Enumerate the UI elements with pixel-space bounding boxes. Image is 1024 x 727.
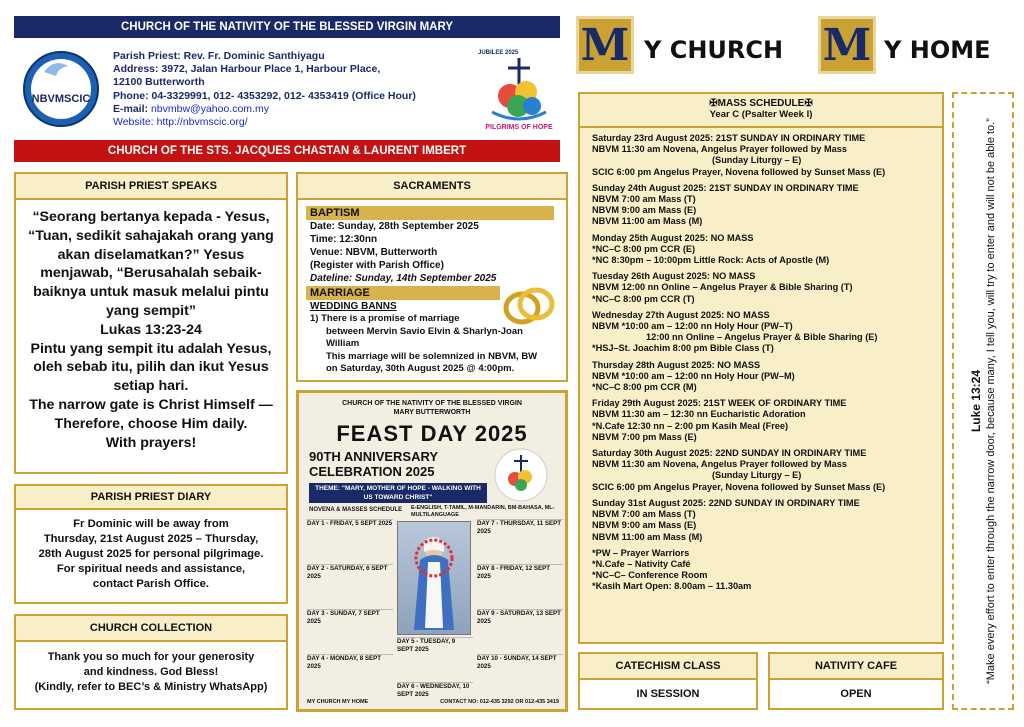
- second-church-banner: CHURCH OF THE STS. JACQUES CHASTAN & LAURENT IMBERT: [14, 140, 560, 162]
- mass-schedule-subtitle: Year C (Psalter Week I): [709, 109, 813, 120]
- mass-schedule-list: [580, 128, 942, 593]
- schedule-line: *N.Cafe 12:30 nn – 2:00 pm Kasih Meal (Free): [592, 420, 789, 431]
- poster-title: FEAST DAY 2025: [336, 421, 528, 446]
- collection-panel: [14, 614, 288, 710]
- text-line: 1) There is a promise of marriage: [310, 313, 460, 324]
- priest-speaks-panel: [14, 172, 288, 474]
- jubilee-top-text: JUBILEE 2025: [478, 50, 519, 56]
- baptism-heading: BAPTISM: [306, 206, 554, 220]
- masthead-letter: M: [576, 16, 634, 74]
- text-line: “Seorang bertanya kepada - Yesus,: [32, 209, 270, 225]
- schedule-line: (Sunday Liturgy – E): [712, 470, 802, 481]
- address-line: Address: 3972, Jalan Harbour Place 1, Harbour Place,: [113, 63, 381, 76]
- priest-speaks-text: [16, 200, 286, 452]
- poster-theme: THEME: "MARY, MOTHER OF HOPE - WALKING WITH US TOWARD CHRIST": [309, 483, 487, 503]
- text-line: With prayers!: [105, 434, 197, 451]
- schedule-line: NBVM 11:00 am Mass (M): [592, 531, 703, 542]
- sacraments-title: SACRAMENTS: [298, 174, 566, 200]
- phone-line: Phone: 04-3329991, 012- 4353292, 012- 4353419 (Office Hour): [113, 89, 416, 102]
- schedule-line: *PW – Prayer Warriors: [592, 547, 690, 558]
- poster-anniversary: CELEBRATION 2025: [309, 464, 435, 479]
- verse-text: “Make every effort to enter through the narrow door, because many, I tell you, will try to enter and will not be able to.”: [985, 118, 997, 684]
- day-heading: Wednesday 27th August 2025: NO MASS: [592, 309, 770, 320]
- wedding-rings-icon: [502, 284, 556, 328]
- day-heading: Sunday 24th August 2025: 21ST SUNDAY IN ORDINARY TIME: [592, 182, 859, 193]
- poster-day-entry: DAY 5 - TUESDAY, 9 SEPT 2025: [397, 637, 473, 682]
- wedding-banns-heading: WEDDING BANNS: [310, 301, 397, 312]
- text-line: 28th August 2025 for personal pilgrimage.: [38, 548, 264, 560]
- priest-diary-text: [16, 510, 286, 592]
- text-line: Venue: NBVM, Butterworth: [310, 247, 438, 258]
- schedule-line: NBVM 11:00 am Mass (M): [592, 216, 703, 227]
- schedule-line: *NC 8:30pm – 10:00pm Little Rock: Acts of Apostle (M): [592, 255, 830, 266]
- cafe-title: NATIVITY CAFE: [770, 654, 942, 680]
- text-line: The narrow gate is Christ Himself —: [29, 396, 273, 413]
- text-line: menjawab, “Berusahalah sebaik-: [40, 265, 262, 282]
- catechism-panel: [578, 652, 758, 710]
- jubilee-logo: [478, 50, 560, 138]
- schedule-line: NBVM *10:00 am – 12:00 nn Holy Hour (PW–M): [592, 370, 795, 381]
- cafe-status: OPEN: [840, 688, 872, 700]
- text-line: setiap hari.: [113, 378, 189, 395]
- poster-schedule-label: NOVENA & MASSES SCHEDULE: [309, 507, 403, 513]
- poster-day-entry: DAY 4 - MONDAY, 8 SEPT 2025: [307, 654, 393, 699]
- text-line: Date: Sunday, 28th September 2025: [310, 221, 479, 232]
- website-link[interactable]: Website: http://nbvmscic.org/: [113, 116, 248, 129]
- schedule-line: (Sunday Liturgy – E): [712, 155, 802, 166]
- text-line: between Mervin Savio Elvin & Sharlyn-Joan William: [326, 325, 523, 350]
- feast-day-poster: [296, 390, 568, 712]
- email-link[interactable]: nbvmbw@yahoo.com.my: [150, 102, 269, 115]
- schedule-line: *N.Cafe – Nativity Café: [592, 558, 691, 569]
- text-line: This marriage will be solemnized in NBVM, BW: [326, 350, 538, 362]
- day-heading: Monday 25th August 2025: NO MASS: [592, 232, 754, 243]
- masthead: [572, 12, 1022, 82]
- day-heading: Saturday 23rd August 2025: 21ST SUNDAY IN ORDINARY TIME: [592, 133, 866, 143]
- poster-day-entry: DAY 9 - SATURDAY, 13 SEPT 2025: [477, 609, 563, 654]
- text-line: Time: 12:30nn: [310, 234, 378, 245]
- text-line: yang sempit”: [106, 302, 196, 319]
- masthead-word: Y CHURCH: [644, 36, 784, 64]
- schedule-line: NBVM 11:30 am Novena, Angelus Prayer followed by Mass: [592, 144, 847, 155]
- poster-header: CHURCH OF THE NATIVITY OF THE BLESSED VIRGIN MARY BUTTERWORTH: [342, 400, 522, 416]
- priest-diary-title: PARISH PRIEST DIARY: [16, 486, 286, 510]
- poster-day-entry: DAY 1 - FRIDAY, 5 SEPT 2025: [307, 519, 393, 564]
- address-line: 12100 Butterworth: [113, 76, 205, 89]
- day-heading: Saturday 30th August 2025: 22ND SUNDAY IN ORDINARY TIME: [592, 448, 867, 459]
- poster-day-entry: DAY 10 - SUNDAY, 14 SEPT 2025: [477, 654, 563, 699]
- day-heading: Tuesday 26th August 2025: NO MASS: [592, 271, 756, 282]
- schedule-line: NBVM 9:00 am Mass (E): [592, 205, 697, 216]
- poster-footer-right: CONTACT NO: 012-435 3292 OR 012-435 3419: [440, 699, 559, 705]
- schedule-line: 12:00 nn Online – Angelus Prayer & Bible Sharing (E): [646, 332, 878, 343]
- text-line: Thank you so much for your generosity: [47, 651, 255, 663]
- text-line: “Tuan, sedikit sahajakah orang yang: [28, 227, 274, 244]
- jubilee-bottom-text: PILGRIMS OF HOPE: [485, 124, 553, 131]
- schedule-line: *HSJ–St. Joachim 8:00 pm Bible Class (T): [592, 343, 774, 354]
- masthead-letter: M: [818, 16, 876, 74]
- schedule-line: NBVM 7:00 am Mass (T): [592, 509, 696, 520]
- schedule-line: NBVM 11:30 am – 12:30 nn Eucharistic Adoration: [592, 409, 806, 420]
- text-line: baiknya untuk masuk melalui pintu: [33, 284, 269, 301]
- parish-logo: [22, 50, 100, 128]
- text-line: akan diselamatkan?” Yesus: [57, 246, 245, 263]
- text-line: Fr Dominic will be away from: [73, 518, 229, 530]
- schedule-line: SCIC 6:00 pm Angelus Prayer, Novena followed by Sunset Mass (E): [592, 481, 886, 492]
- schedule-line: *NC–C 8:00 pm CCR (T): [592, 293, 695, 304]
- poster-day-entry: DAY 3 - SUNDAY, 7 SEPT 2025: [307, 609, 393, 654]
- poster-day-entry: DAY 8 - FRIDAY, 12 SEPT 2025: [477, 564, 563, 609]
- poster-day-entry: DAY 2 - SATURDAY, 6 SEPT 2025: [307, 564, 393, 609]
- schedule-line: *NC–C 8:00 pm CCR (M): [592, 382, 697, 393]
- marriage-heading: MARRIAGE: [306, 286, 500, 300]
- svg-text:NBVMSCIC: NBVMSCIC: [31, 93, 91, 105]
- collection-title: CHURCH COLLECTION: [16, 616, 286, 642]
- cafe-panel: [768, 652, 944, 710]
- parish-contact-block: [113, 50, 473, 129]
- day-heading: Sunday 31st August 2025: 22ND SUNDAY IN ORDINARY TIME: [592, 497, 860, 508]
- priest-name: Parish Priest: Rev. Fr. Dominic Santhiyagu: [113, 50, 325, 62]
- text-line: Lukas 13:23-24: [100, 321, 202, 338]
- email-label: E-mail:: [113, 102, 149, 115]
- poster-day-entry: DAY 7 - THURSDAY, 11 SEPT 2025: [477, 519, 563, 564]
- masthead-word: Y HOME: [884, 36, 991, 64]
- text-line: and kindness. God Bless!: [83, 666, 219, 678]
- schedule-line: *Kasih Mart Open: 8.00am – 11.30am: [592, 581, 752, 592]
- text-line: contact Parish Office.: [92, 578, 210, 590]
- church-name-banner: CHURCH OF THE NATIVITY OF THE BLESSED VIRGIN MARY: [14, 16, 560, 38]
- schedule-line: SCIC 6:00 pm Angelus Prayer, Novena followed by Sunset Mass (E): [592, 166, 886, 177]
- priest-speaks-title: PARISH PRIEST SPEAKS: [16, 174, 286, 200]
- text-line: (Kindly, refer to BEC’s & Ministry WhatsApp): [34, 681, 268, 693]
- schedule-line: NBVM 12:00 nn Online – Angelus Prayer & Bible Sharing (T): [592, 282, 853, 293]
- schedule-line: *NC–C– Conference Room: [592, 570, 708, 581]
- text-line: For spiritual needs and assistance,: [56, 563, 246, 575]
- baptism-dateline: Dateline: Sunday, 14th September 2025: [310, 273, 497, 284]
- day-heading: Friday 29th August 2025: 21ST WEEK OF ORDINARY TIME: [592, 398, 847, 409]
- schedule-line: NBVM 7:00 am Mass (T): [592, 194, 696, 205]
- text-line: (Register with Parish Office): [310, 260, 444, 271]
- text-line: Pintu yang sempit itu adalah Yesus,: [30, 340, 272, 357]
- poster-languages: E-ENGLISH, T-TAMIL, M-MANDARIN, BM-BAHASA, ML-MULTILANGUAGE: [411, 505, 555, 518]
- poster-anniversary: 90TH ANNIVERSARY: [309, 449, 439, 464]
- poster-footer-left: MY CHURCH MY HOME: [307, 699, 369, 705]
- priest-diary-panel: [14, 484, 288, 604]
- schedule-line: NBVM *10:00 am – 12:00 nn Holy Hour (PW–T): [592, 321, 793, 332]
- catechism-title: CATECHISM CLASS: [580, 654, 756, 680]
- mary-statue-image: [397, 521, 471, 635]
- collection-text: [16, 642, 286, 695]
- schedule-line: NBVM 11:30 am Novena, Angelus Prayer followed by Mass: [592, 459, 847, 470]
- verse-panel: [952, 92, 1014, 710]
- mass-schedule-panel: [578, 92, 944, 644]
- text-line: Thursday, 21st August 2025 – Thursday,: [43, 533, 259, 545]
- day-heading: Thursday 28th August 2025: NO MASS: [592, 359, 761, 370]
- poster-day-entry: DAY 6 - WEDNESDAY, 10 SEPT 2025: [397, 682, 473, 727]
- schedule-line: NBVM 9:00 am Mass (E): [592, 520, 697, 531]
- sacraments-panel: [296, 172, 568, 382]
- text-line: Therefore, choose Him daily.: [54, 415, 248, 432]
- baptism-details: [306, 220, 558, 272]
- text-line: oleh sebab itu, pilih dan ikut Yesus: [33, 359, 269, 376]
- catechism-status: IN SESSION: [636, 688, 700, 700]
- schedule-line: NBVM 7:00 pm Mass (E): [592, 431, 697, 442]
- schedule-line: *NC–C 8:00 pm CCR (E): [592, 243, 696, 254]
- verse-reference: Luke 13:24: [969, 369, 983, 433]
- poster-jubilee-logo: [491, 447, 551, 503]
- text-line: on Saturday, 30th August 2025 @ 4:00pm.: [326, 363, 515, 375]
- mass-schedule-title: ✠MASS SCHEDULE✠: [709, 98, 813, 109]
